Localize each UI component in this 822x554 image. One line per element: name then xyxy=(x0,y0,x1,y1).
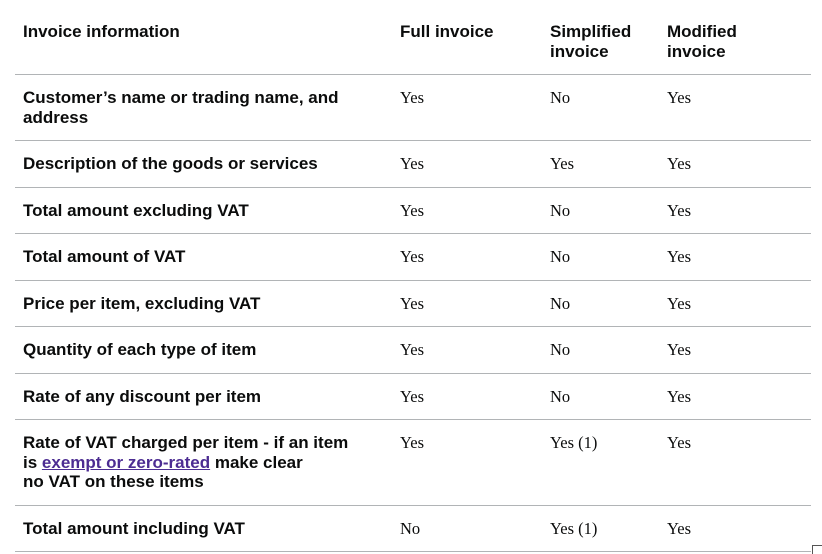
simplified-invoice-value: Yes (1) xyxy=(542,420,659,506)
row-label-is: is xyxy=(23,452,38,472)
table-header-row xyxy=(15,10,811,75)
header-modified-line2: invoice xyxy=(667,42,726,61)
row-label: Rate of any discount per item xyxy=(15,373,392,420)
modified-invoice-value: Yes xyxy=(659,420,811,506)
full-invoice-value: Yes xyxy=(392,187,542,234)
table-row xyxy=(15,280,811,327)
simplified-invoice-value: No xyxy=(542,234,659,281)
header-modified-line1: Modified xyxy=(667,22,737,41)
full-invoice-value: Yes xyxy=(392,327,542,374)
row-label: Description of the goods or services xyxy=(15,141,392,188)
row-label: Total amount of VAT xyxy=(15,234,392,281)
simplified-invoice-value: No xyxy=(542,373,659,420)
table-row xyxy=(15,420,811,506)
table-row xyxy=(15,75,811,141)
full-invoice-value: Yes xyxy=(392,420,542,506)
row-label: Price per item, excluding VAT xyxy=(15,280,392,327)
table-row xyxy=(15,327,811,374)
simplified-invoice-value: No xyxy=(542,280,659,327)
row-label-line1: Rate of VAT charged per item - if an item xyxy=(23,433,349,452)
header-simplified-invoice xyxy=(542,10,659,75)
header-full-invoice: Full invoice xyxy=(392,10,542,75)
full-invoice-value: Yes xyxy=(392,234,542,281)
simplified-invoice-value: No xyxy=(542,75,659,141)
row-label-make-clear: make clear xyxy=(214,452,303,472)
simplified-invoice-value: No xyxy=(542,327,659,374)
modified-invoice-value: Yes xyxy=(659,187,811,234)
row-label: Quantity of each type of item xyxy=(15,327,392,374)
full-invoice-value: Yes xyxy=(392,141,542,188)
exempt-or-zero-rated-link[interactable]: exempt or zero-rated xyxy=(41,452,211,472)
simplified-invoice-value: Yes xyxy=(542,141,659,188)
row-label: Customer’s name or trading name, and address xyxy=(15,75,392,141)
modified-invoice-value: Yes xyxy=(659,505,811,552)
full-invoice-value: Yes xyxy=(392,280,542,327)
invoice-requirements-table xyxy=(15,10,811,552)
table-row xyxy=(15,373,811,420)
full-invoice-value: Yes xyxy=(392,373,542,420)
row-label: Total amount excluding VAT xyxy=(15,187,392,234)
modified-invoice-value: Yes xyxy=(659,141,811,188)
modified-invoice-value: Yes xyxy=(659,75,811,141)
table-row xyxy=(15,505,811,552)
header-simplified-line1: Simplified xyxy=(550,22,632,41)
row-label-line3: no VAT on these items xyxy=(23,472,204,491)
full-invoice-value: Yes xyxy=(392,75,542,141)
table-row xyxy=(15,234,811,281)
modified-invoice-value: Yes xyxy=(659,234,811,281)
table-row xyxy=(15,187,811,234)
simplified-invoice-value: No xyxy=(542,187,659,234)
table-row xyxy=(15,141,811,188)
header-simplified-line2: invoice xyxy=(550,42,609,61)
full-invoice-value: No xyxy=(392,505,542,552)
header-modified-invoice xyxy=(659,10,811,75)
modified-invoice-value: Yes xyxy=(659,373,811,420)
header-invoice-information: Invoice information xyxy=(15,10,392,75)
modified-invoice-value: Yes xyxy=(659,280,811,327)
modified-invoice-value: Yes xyxy=(659,327,811,374)
simplified-invoice-value: Yes (1) xyxy=(542,505,659,552)
row-label: Total amount including VAT xyxy=(15,505,392,552)
row-label-vat-rate xyxy=(15,420,392,506)
